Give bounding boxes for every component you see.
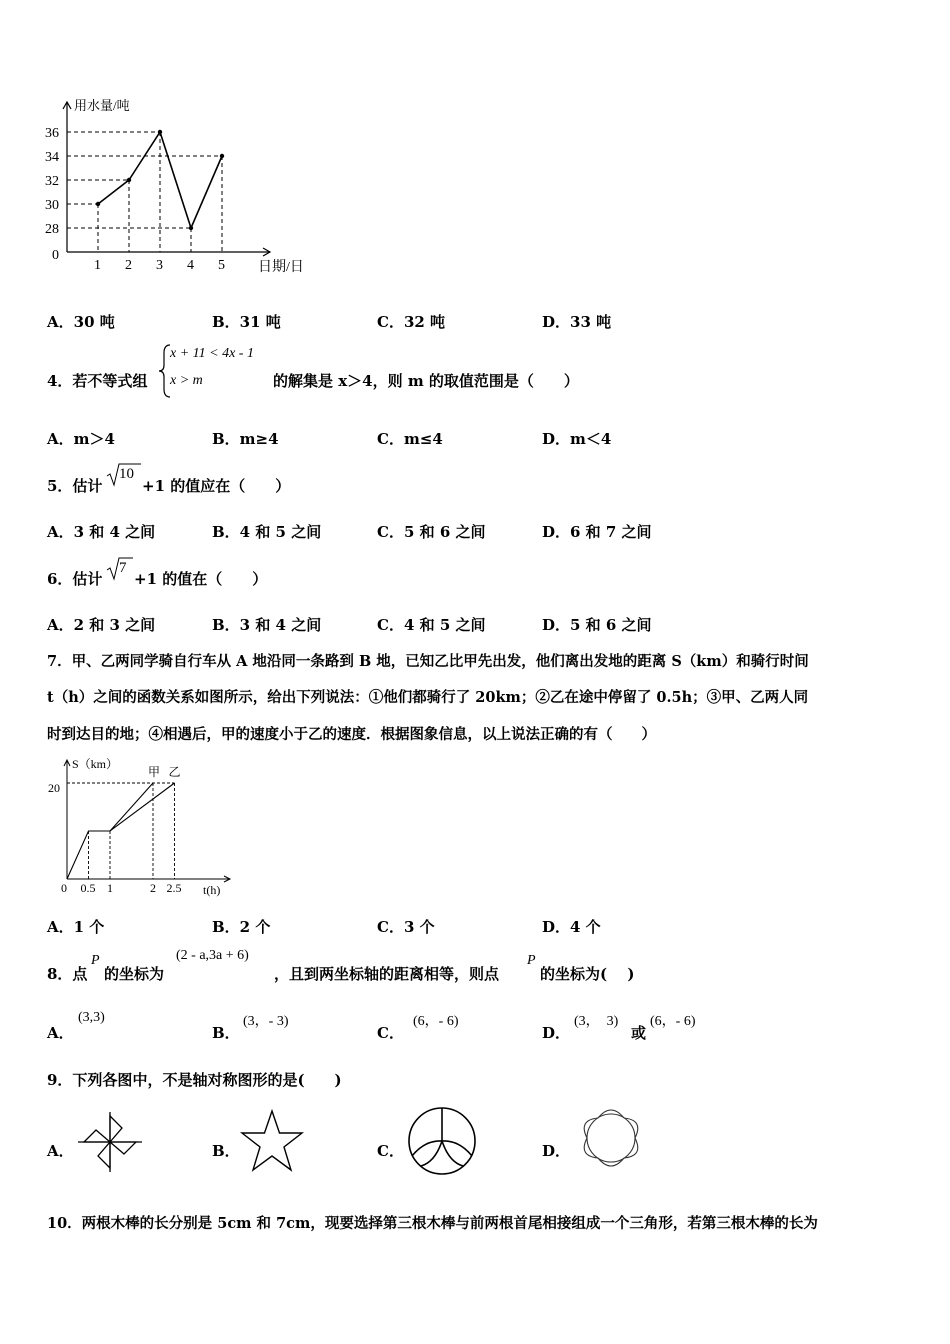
- series-乙: [67, 783, 175, 879]
- q7-option-c[interactable]: C．3 个: [377, 918, 435, 936]
- y-tick-label: 32: [45, 174, 59, 189]
- q8-option-a[interactable]: [47, 1022, 74, 1043]
- q8-option-d-letter: D．: [542, 1024, 571, 1042]
- q4-inequality-1: x + 11 < 4x - 1: [170, 346, 254, 361]
- flower-circle-figure-icon[interactable]: [572, 1100, 650, 1176]
- data-point: [220, 154, 224, 158]
- x-tick-label: 3: [156, 258, 163, 273]
- q8-option-b-value: (3，- 3): [243, 1014, 289, 1029]
- water-usage-chart: [30, 92, 330, 277]
- q4-suffix: 的解集是 x＞4，则 m 的取值范围是（ ）: [273, 372, 579, 390]
- q8-option-d-value-2: (6，- 6): [650, 1014, 696, 1029]
- q5-option-c[interactable]: C．5 和 6 之间: [377, 523, 486, 541]
- q8-option-b-letter: B．: [212, 1024, 240, 1042]
- x-tick-label: 2.5: [166, 881, 182, 895]
- q5-option-d[interactable]: D．6 和 7 之间: [542, 523, 652, 541]
- data-point: [96, 202, 100, 206]
- chart-y-tick: 20: [48, 781, 60, 795]
- x-tick-label: 0.5: [80, 881, 96, 895]
- data-point: [127, 178, 131, 182]
- q8-coordinate: (2 - a,3a + 6): [176, 948, 249, 963]
- chart-origin: 0: [52, 248, 59, 263]
- x-tick-label: 2: [150, 881, 156, 895]
- q8-option-d-value: (3， 3): [574, 1014, 619, 1029]
- q8-point-p: P: [91, 953, 100, 968]
- q10-text: 10．两根木棒的长分别是 5cm 和 7cm，现要选择第三根木棒与前两根首尾相接组成一个三角形，若第三根木棒的长为: [47, 1215, 818, 1232]
- q8-option-d-or: 或: [631, 1024, 647, 1042]
- q8-prefix: 8．点: [47, 965, 88, 983]
- series-label: 甲: [148, 765, 161, 779]
- chart-x-label: 日期/日: [258, 260, 304, 275]
- q6-option-b[interactable]: B．3 和 4 之间: [212, 616, 322, 634]
- q8-option-c-letter: C．: [377, 1024, 404, 1042]
- q6-prefix: 6．估计: [47, 570, 103, 588]
- y-tick-label: 30: [45, 198, 59, 213]
- q5-prefix: 5．估计: [47, 477, 103, 495]
- q8-option-a-letter: A．: [47, 1024, 74, 1042]
- x-tick-label: 4: [187, 258, 194, 273]
- q6-option-d[interactable]: D．5 和 6 之间: [542, 616, 652, 634]
- q6-radicand: 7: [119, 560, 127, 576]
- q6-option-a[interactable]: A．2 和 3 之间: [47, 616, 156, 634]
- q3-option-b[interactable]: B．31 吨: [212, 313, 281, 331]
- x-tick-label: 1: [107, 881, 113, 895]
- y-tick-label: 28: [45, 222, 59, 237]
- q6-option-c[interactable]: C．4 和 5 之间: [377, 616, 486, 634]
- chart-y-label: S（km）: [72, 757, 119, 771]
- chart-y-label: 用水量/吨: [74, 98, 130, 113]
- q8-option-b[interactable]: [212, 1022, 240, 1043]
- q3-option-a[interactable]: A．30 吨: [47, 313, 115, 331]
- chart-x-label: t(h): [203, 883, 221, 897]
- q8-mid-2: ，且到两坐标轴的距离相等，则点: [274, 965, 500, 983]
- q3-option-c[interactable]: C．32 吨: [377, 313, 446, 331]
- q4-option-a[interactable]: A．m＞4: [47, 430, 115, 448]
- q4-option-c[interactable]: C．m≤4: [377, 430, 443, 448]
- q5-option-b[interactable]: B．4 和 5 之间: [212, 523, 322, 541]
- q4-inequality-2: x > m: [170, 373, 203, 388]
- star-figure-icon[interactable]: [238, 1108, 306, 1174]
- y-tick-label: 34: [45, 150, 59, 165]
- q8-option-c-value: (6，- 6): [413, 1014, 459, 1029]
- x-tick-label: 1: [94, 258, 101, 273]
- series-label: 乙: [168, 765, 181, 779]
- q8-option-c[interactable]: [377, 1022, 404, 1043]
- q7-text-line-2: t（h）之间的函数关系如图所示，给出下列说法：①他们都骑行了 20km；②乙在途中停留了 0.5h；③甲、乙两人同: [47, 689, 809, 706]
- q4-prefix: 4．若不等式组: [47, 372, 148, 390]
- q4-option-b[interactable]: B．m≥4: [212, 430, 279, 448]
- circle-three-arcs-figure-icon[interactable]: [405, 1104, 479, 1178]
- q8-suffix: 的坐标为( ): [540, 965, 635, 983]
- q9-text: 9．下列各图中，不是轴对称图形的是( ): [47, 1071, 342, 1089]
- x-tick-label: 5: [218, 258, 225, 273]
- q8-mid-1: 的坐标为: [104, 965, 165, 983]
- q8-point-p-2: P: [527, 953, 536, 968]
- q5-option-a[interactable]: A．3 和 4 之间: [47, 523, 156, 541]
- pinwheel-figure-icon[interactable]: [74, 1108, 146, 1176]
- q9-option-b[interactable]: B．: [212, 1142, 240, 1160]
- q9-option-a[interactable]: A．: [47, 1142, 74, 1160]
- q7-text-line-3: 时到达目的地；④相遇后，甲的速度小于乙的速度．根据图象信息，以上说法正确的有（ ）: [47, 726, 656, 743]
- q6-suffix: +1 的值在（ ）: [134, 570, 268, 588]
- q9-option-d[interactable]: D．: [542, 1142, 571, 1160]
- data-point: [158, 130, 162, 134]
- q4-option-d[interactable]: D．m＜4: [542, 430, 612, 448]
- y-tick-label: 36: [45, 126, 59, 141]
- q9-option-c[interactable]: C．: [377, 1142, 404, 1160]
- q7-option-b[interactable]: B．2 个: [212, 918, 271, 936]
- q8-option-d[interactable]: [542, 1022, 570, 1043]
- q3-option-d[interactable]: D．33 吨: [542, 313, 612, 331]
- series-甲: [110, 783, 153, 831]
- q5-radicand: 10: [119, 466, 134, 482]
- data-point: [189, 226, 193, 230]
- q5-suffix: +1 的值应在（ ）: [142, 477, 291, 495]
- q8-option-a-value: (3,3): [78, 1010, 105, 1025]
- distance-time-chart: [40, 752, 240, 902]
- q7-text-line-1: 7．甲、乙两同学骑自行车从 A 地沿同一条路到 B 地，已知乙比甲先出发，他们离出发地的距离 S（km）和骑行时间: [47, 653, 809, 670]
- x-tick-label: 2: [125, 258, 132, 273]
- chart-origin: 0: [61, 881, 67, 895]
- q7-option-d[interactable]: D．4 个: [542, 918, 601, 936]
- q7-option-a[interactable]: A．1 个: [47, 918, 105, 936]
